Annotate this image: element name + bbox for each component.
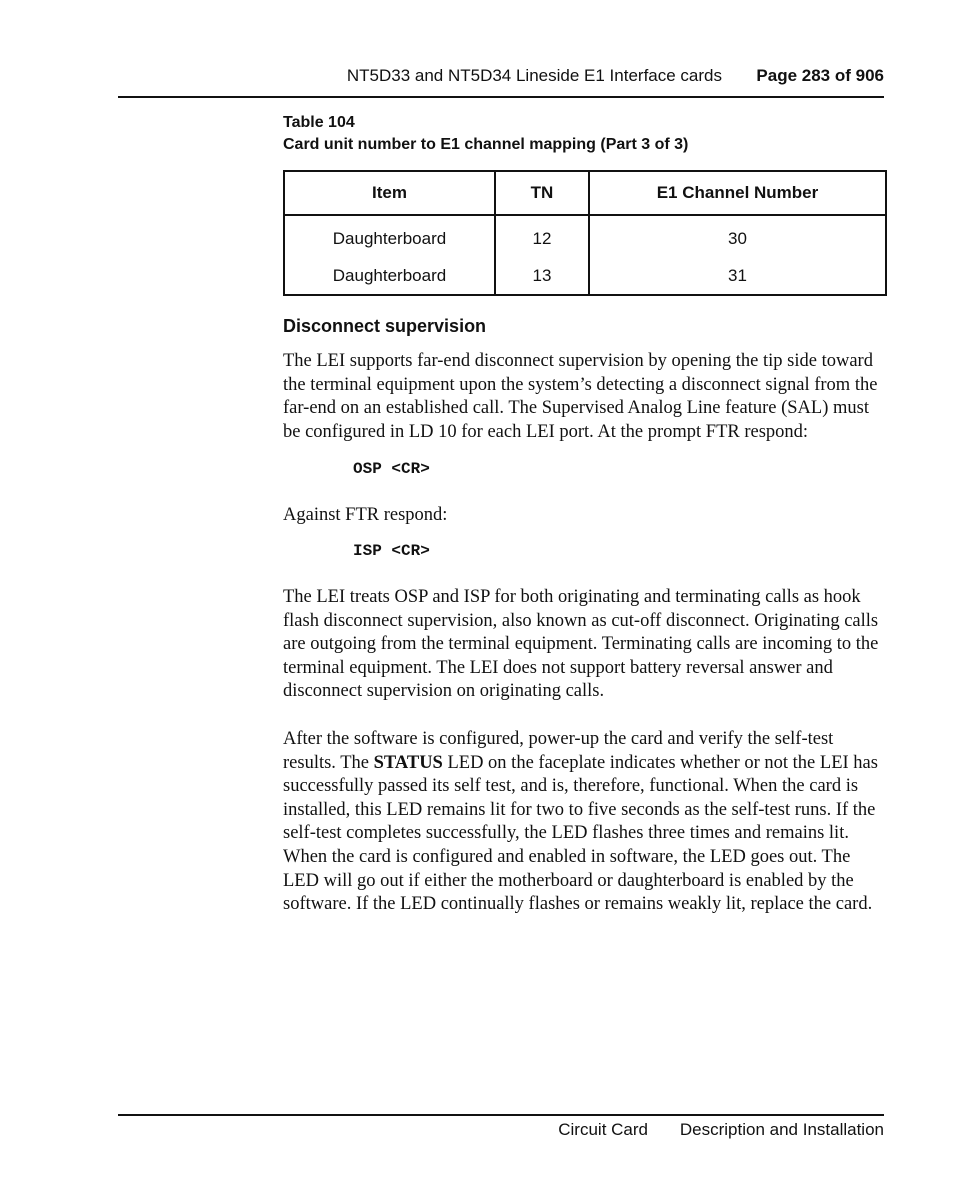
cell-item: Daughterboard: [284, 215, 495, 257]
cell-tn: 12: [495, 215, 589, 257]
paragraph-self-test: [283, 728, 887, 917]
document-title: NT5D33 and NT5D34 Lineside E1 Interface cards: [346, 66, 722, 85]
table-caption: [283, 112, 887, 156]
cell-tn: 13: [495, 257, 589, 295]
page-header: [118, 64, 884, 98]
footer-description: Description and Installation: [679, 1120, 884, 1139]
table-header-row: [284, 171, 886, 215]
code-osp: OSP <CR>: [353, 460, 430, 479]
table-row: [284, 257, 886, 295]
column-header-item: Item: [284, 171, 495, 215]
page-content: [283, 112, 887, 917]
self-test-text-start: After the software is configured, power-up the card and verify the self-test results. The: [283, 728, 834, 773]
paragraph-hook-flash: The LEI treats OSP and ISP for both originating and terminating calls as hook flash disconnect supervision, also known as cut-off disconnect. Originating calls are outgoing from the terminal equipment. Terminating calls are incoming to the terminal equipment. The LEI does not support battery reversal answer and disconnect supervision on originating calls.: [283, 586, 879, 702]
code-isp: ISP <CR>: [353, 541, 430, 560]
section-heading: Disconnect supervision: [283, 316, 487, 336]
column-header-tn: TN: [495, 171, 589, 215]
channel-mapping-table: [283, 170, 887, 296]
paragraph-against-ftr: Against FTR respond:: [283, 505, 448, 526]
table-number: Table 104: [283, 114, 355, 131]
table-title: Card unit number to E1 channel mapping (Part 3 of 3): [283, 136, 689, 153]
cell-item: Daughterboard: [284, 257, 495, 295]
self-test-text-end: LED on the faceplate indicates whether or not the LEI has successfully passed its self test, and is, therefore, functional. When the card is installed, this LED remains lit for two to five seconds as the self-test runs. If the self-test completes successfully, the LED flashes three times and remains lit. When the card is configured and enabled in software, the LED goes out. The LED will go out if either the motherboard or daughterboard is enabled by the software. If the LED continually flashes or remains weakly lit, replace the card.: [283, 752, 878, 915]
footer-circuit-card: Circuit Card: [558, 1120, 648, 1139]
page-number: Page 283 of 906: [756, 66, 884, 85]
status-led-label: STATUS: [373, 752, 443, 773]
paragraph-disconnect-intro: The LEI supports far-end disconnect supervision by opening the tip side toward the terminal equipment upon the system’s detecting a disconnect signal from the far-end on an established call. The Supervised Analog Line feature (SAL) must be configured in LD 10 for each LEI port. At the prompt FTR respond:: [283, 351, 878, 442]
page-footer: [118, 1114, 884, 1139]
table-row: [284, 215, 886, 257]
column-header-e1-channel: E1 Channel Number: [589, 171, 886, 215]
cell-e1-channel: 31: [728, 265, 747, 285]
cell-e1-channel: 30: [728, 228, 747, 248]
